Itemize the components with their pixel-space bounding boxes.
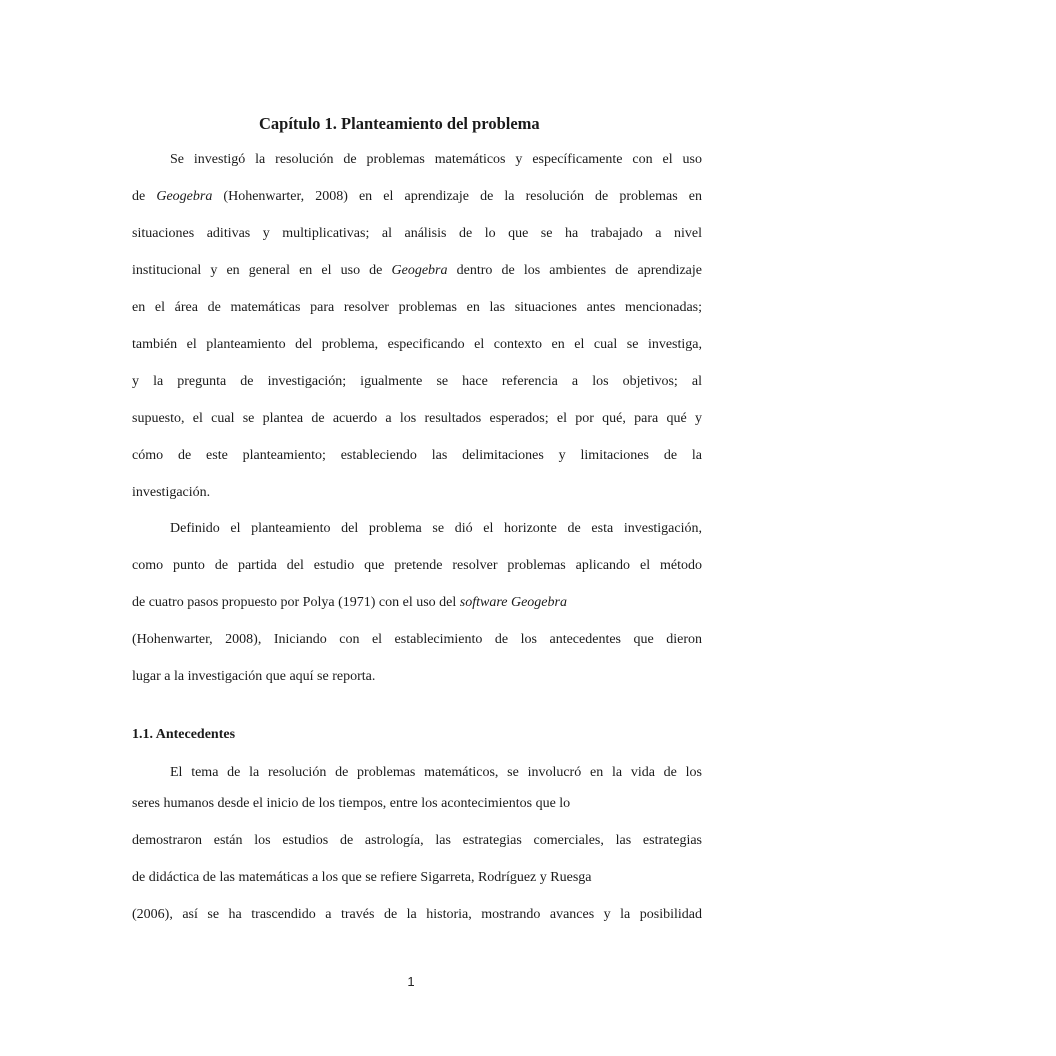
paragraph-line: (2006), así se ha trascendido a través de la historia, mostrando avances y la posibilidad [132, 907, 702, 922]
text-run: (Hohenwarter, 2008) en el aprendizaje de la resolución de problemas en [212, 189, 702, 204]
italic-term: software Geogebra [459, 595, 567, 610]
text-run: institucional y en general en el uso de [132, 263, 392, 278]
paragraph-line: supuesto, el cual se plantea de acuerdo a los resultados esperados; el por qué, para qué y [132, 411, 702, 426]
paragraph-line: seres humanos desde el inicio de los tiempos, entre los acontecimientos que lo [132, 796, 571, 811]
text-run: dentro de los ambientes de aprendizaje [447, 263, 702, 278]
paragraph-line: Se investigó la resolución de problemas matemáticos y específicamente con el uso [170, 152, 702, 167]
paragraph-line: demostraron están los estudios de astrología, las estrategias comerciales, las estrategias [132, 833, 702, 848]
paragraph-line: situaciones aditivas y multiplicativas; al análisis de lo que se ha trabajado a nivel [132, 226, 702, 241]
chapter-title: Capítulo 1. Planteamiento del problema [259, 114, 540, 133]
italic-term: Geogebra [156, 189, 213, 204]
text-run: de cuatro pasos propuesto por Polya (1971) con el uso del [132, 595, 460, 610]
paragraph-line: y la pregunta de investigación; igualmente se hace referencia a los objetivos; al [132, 374, 702, 389]
paragraph-line: en el área de matemáticas para resolver problemas en las situaciones antes mencionadas; [132, 300, 702, 315]
paragraph-line [132, 187, 702, 207]
paragraph-line: de didáctica de las matemáticas a los que se refiere Sigarreta, Rodríguez y Ruesga [132, 870, 592, 885]
paragraph-line: investigación. [132, 485, 211, 500]
paragraph-line: cómo de este planteamiento; estableciendo las delimitaciones y limitaciones de la [132, 448, 702, 463]
paragraph-line: como punto de partida del estudio que pretende resolver problemas aplicando el método [132, 558, 702, 573]
text-run: de [132, 189, 157, 204]
paragraph-line: Definido el planteamiento del problema se dió el horizonte de esta investigación, [170, 521, 702, 536]
page-number: 1 [407, 974, 415, 989]
paragraph-line: también el planteamiento del problema, especificando el contexto en el cual se investiga, [132, 337, 702, 352]
paragraph-line [132, 261, 702, 281]
section-heading: 1.1. Antecedentes [132, 727, 236, 742]
italic-term: Geogebra [391, 263, 448, 278]
paragraph-line: (Hohenwarter, 2008), Iniciando con el establecimiento de los antecedentes que dieron [132, 632, 702, 647]
paragraph-line: lugar a la investigación que aquí se reporta. [132, 669, 376, 684]
paragraph-line [132, 593, 702, 613]
paragraph-line: El tema de la resolución de problemas matemáticos, se involucró en la vida de los [170, 765, 702, 780]
